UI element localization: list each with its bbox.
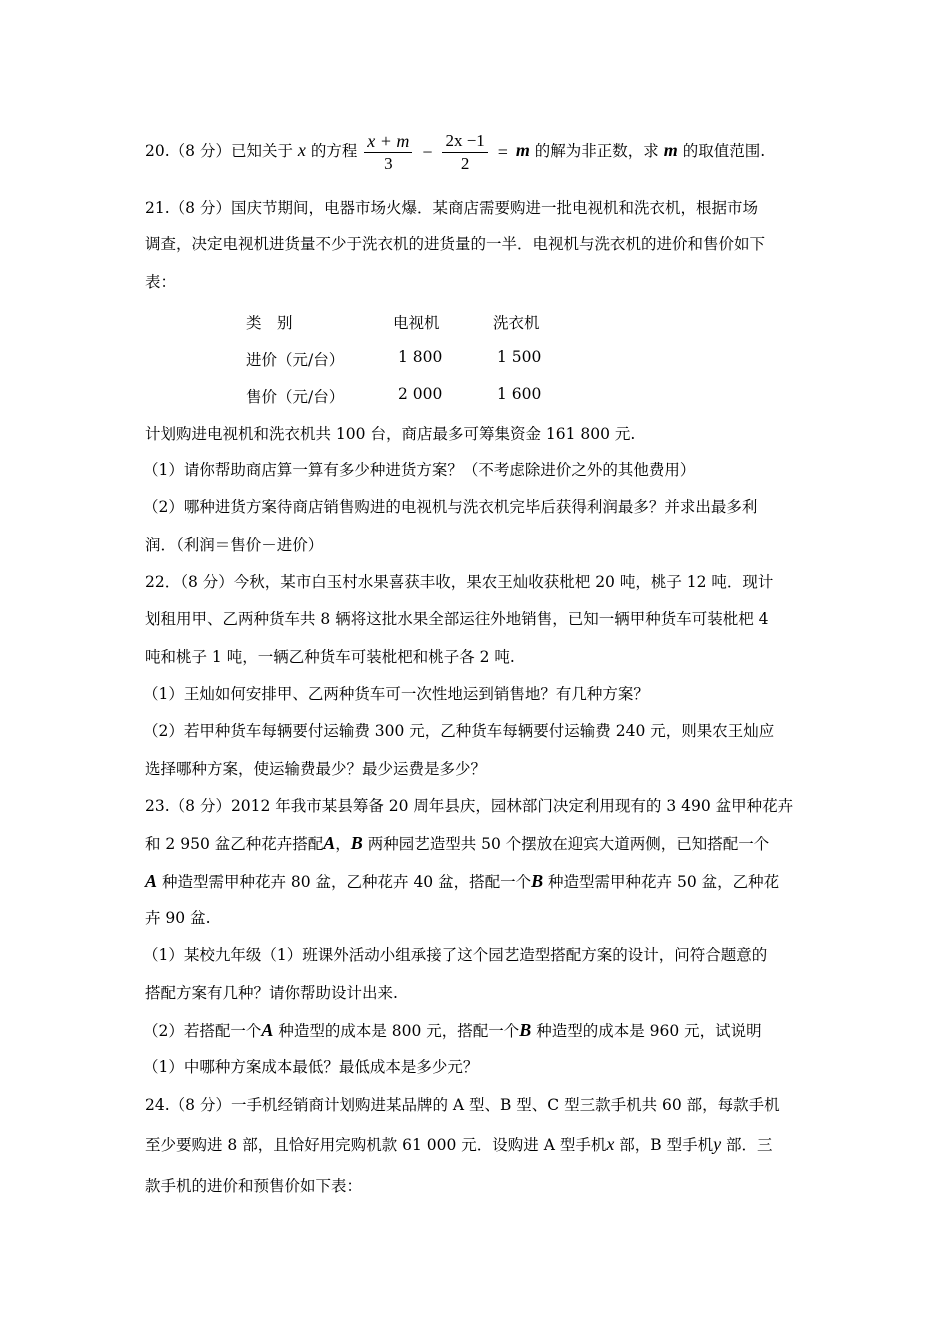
q22-line-1: 22．（8 分）今秋，某市白玉村水果喜获丰收，果农王灿收获枇杷 20 吨，桃子 12 吨．现计 xyxy=(145,573,774,591)
q20-frac1-numerator: x + m xyxy=(367,130,410,151)
q23-line-4: 卉 90 盆. xyxy=(145,909,211,927)
q24-var-x: x xyxy=(606,1134,615,1154)
q23-var-B: B xyxy=(350,833,363,853)
q24-line-2a: 至少要购进 8 部，且恰好用完购机款 61 000 元．设购进 A 型手机 xyxy=(145,1136,607,1154)
q22-line-2: 划租用甲、乙两种货车共 8 辆将这批水果全部运往外地销售，已知一辆甲种货车可装枇杷 4 xyxy=(145,610,769,628)
q20-mid: 的方程 xyxy=(310,142,358,160)
q23-line-2 xyxy=(145,833,769,854)
q23-line-2b: 两种园艺造型共 50 个摆放在迎宾大道两侧，已知搭配一个 xyxy=(362,835,770,853)
q21-line-2: 调查，决定电视机进货量不少于洗衣机的进货量的一半．电视机与洗衣机的进价和售价如下 xyxy=(145,235,766,253)
q20-var-x: x xyxy=(297,140,306,160)
q23-comma: ， xyxy=(335,835,351,853)
q21-sub-2a: （2）哪种进货方案待商店销售购进的电视机与洗衣机完毕后获得利润最多？并求出最多利 xyxy=(143,498,758,516)
q23-line-3b: 种造型需甲种花卉 50 盆，乙种花 xyxy=(543,873,780,891)
q23-sub-2c: 种造型的成本是 960 元，试说明 xyxy=(531,1022,762,1040)
q21-line-3: 表： xyxy=(145,273,177,291)
q20-frac1-denominator: 3 xyxy=(364,152,412,175)
q23-var-B-3: B xyxy=(519,1020,532,1040)
table-header-washer: 洗衣机 xyxy=(493,314,540,332)
q23-line-1: 23.（8 分）2012 年我市某县筹备 20 周年县庆，园林部门决定利用现有的 3 490 盆甲种花卉 xyxy=(145,797,794,815)
q20-line xyxy=(145,122,765,178)
table-row-purchase-washer: 1 500 xyxy=(497,348,542,366)
q23-var-A: A xyxy=(323,833,336,853)
q20-equals: = xyxy=(497,142,508,162)
q21-after-table: 计划购进电视机和洗衣机共 100 台，商店最多可筹集资金 161 800 元. xyxy=(145,425,636,443)
table-header-category: 类 别 xyxy=(246,314,293,332)
q23-var-A-3: A xyxy=(261,1020,274,1040)
q24-line-2b: 部，B 型手机 xyxy=(614,1136,714,1154)
q22-line-3: 吨和桃子 1 吨，一辆乙种货车可装枇杷和桃子各 2 吨. xyxy=(145,648,515,666)
q20-frac2-numerator: 2x −1 xyxy=(445,130,485,150)
q23-var-B-2: B xyxy=(531,871,544,891)
q23-sub-2d: （1）中哪种方案成本最低？最低成本是多少元？ xyxy=(143,1058,479,1076)
q21-sub-1: （1）请你帮助商店算一算有多少种进货方案？（不考虑除进价之外的其他费用） xyxy=(143,461,696,479)
table-row-sale-label: 售价（元/台） xyxy=(246,388,345,406)
q23-line-2a: 和 2 950 盆乙种花卉搭配 xyxy=(145,835,324,853)
table-row-purchase-label: 进价（元/台） xyxy=(246,351,345,369)
q20-prefix: 20.（8 分）已知关于 xyxy=(145,142,293,160)
q20-var-m: m xyxy=(515,140,530,160)
q22-sub-2a: （2）若甲种货车每辆要付运输费 300 元，乙种货车每辆要付运输费 240 元，则果农王灿应 xyxy=(143,722,775,740)
q23-sub-1a: （1）某校九年级（1）班课外活动小组承接了这个园艺造型搭配方案的设计，问符合题意的 xyxy=(143,946,768,964)
q24-line-1: 24.（8 分）一手机经销商计划购进某品牌的 A 型、B 型、C 型三款手机共 60 部，每款手机 xyxy=(145,1096,780,1114)
q24-line-2 xyxy=(145,1134,773,1155)
q23-sub-1b: 搭配方案有几种？请你帮助设计出来. xyxy=(145,984,398,1002)
q20-var-m2: m xyxy=(663,140,678,160)
q20-tail2: 的取值范围. xyxy=(682,142,766,160)
table-header-tv: 电视机 xyxy=(393,314,440,332)
q23-line-3a: 种造型需甲种花卉 80 盆，乙种花卉 40 盆，搭配一个 xyxy=(157,873,532,891)
q20-minus: − xyxy=(422,142,433,162)
q22-sub-2b: 选择哪种方案，使运输费最少？最少运费是多少？ xyxy=(145,760,487,778)
q20-frac2-denominator: 2 xyxy=(442,152,487,175)
q24-line-2c: 部．三 xyxy=(721,1136,773,1154)
q24-var-y: y xyxy=(713,1134,722,1154)
table-row-purchase-tv: 1 800 xyxy=(398,348,443,366)
q21-line-1: 21.（8 分）国庆节期间，电器市场火爆．某商店需要购进一批电视机和洗衣机，根据市场 xyxy=(145,199,758,217)
q23-sub-2 xyxy=(143,1020,762,1041)
table-row-sale-tv: 2 000 xyxy=(398,385,443,403)
q24-line-3: 款手机的进价和预售价如下表： xyxy=(145,1177,363,1195)
q22-sub-1: （1）王灿如何安排甲、乙两种货车可一次性地运到销售地？有几种方案？ xyxy=(143,685,649,703)
q21-sub-2b: 润．（利润＝售价－进价） xyxy=(145,536,324,554)
q23-sub-2a: （2）若搭配一个 xyxy=(143,1022,262,1040)
q20-fraction-2 xyxy=(442,130,487,175)
table-row-sale-washer: 1 600 xyxy=(497,385,542,403)
q23-var-A-2: A xyxy=(145,871,158,891)
q23-line-3 xyxy=(145,871,779,892)
q23-sub-2b: 种造型的成本是 800 元，搭配一个 xyxy=(273,1022,520,1040)
q20-fraction-1 xyxy=(364,130,412,175)
q20-tail1: 的解为非正数，求 xyxy=(534,142,659,160)
